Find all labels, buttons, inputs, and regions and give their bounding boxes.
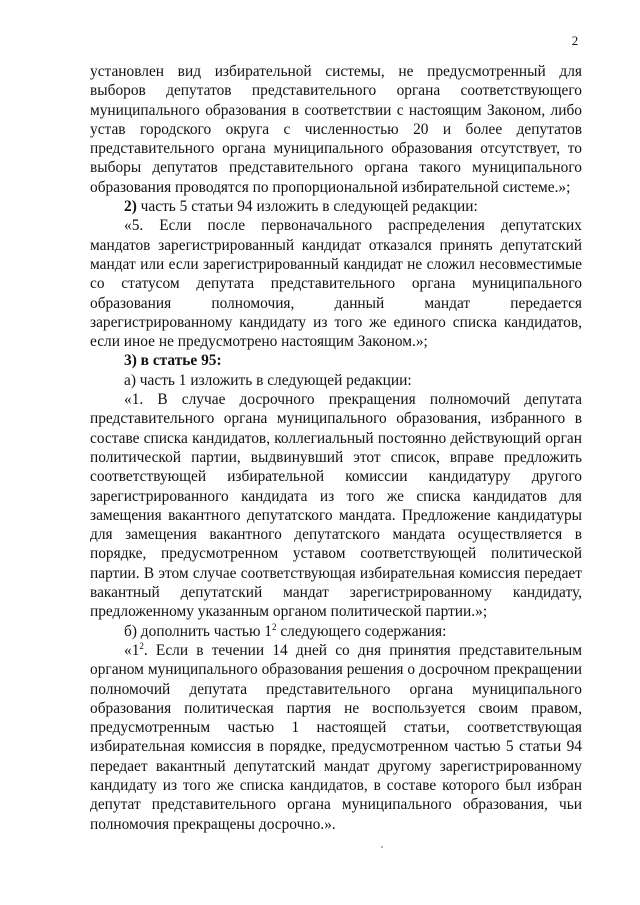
paragraph-quote-part-1: «1. В случае досрочного прекращения полномочий депутата представительного органа муниципального образования, избранного в составе списка кандидатов, коллегиальный постоянно действующий орган политической партии, выдвинувший этот список, вправе предложить соответствующей избирательной комиссии кандидатуру другого зарегистрированного кандидата из того же списка кандидатов для замещения вакантного депутатского мандата. Предложение кандидатуры для замещения вакантного депутатского мандата осуществляется в порядке, предусмотренном уставом соответствующей политической партии. В этом случае соответствующая избирательная комиссия передает вакантный депутатский мандат зарегистрированному кандидату, предложенному указанным органом политической партии.»; [90, 391, 582, 621]
document-body [90, 62, 582, 834]
item-number: 2) [124, 198, 137, 216]
paragraph-item-3: 3) в статье 95: [124, 352, 222, 370]
paragraph-quote-part-5: «5. Если после первоначального распределения депутатских мандатов зарегистрированный кандидат отказался принять депутатский мандат или если зарегистрированный кандидат не сложил несовместимые со статусом депутата представительного органа муниципального образования полномочия, данный мандат передается зарегистрированному кандидату из того же единого списка кандидатов, если иное не предусмотрено настоящим Законом.»; [90, 217, 582, 351]
paragraph-item-2 [90, 197, 582, 216]
scan-speck [381, 846, 383, 848]
item-text: часть 5 статьи 94 изложить в следующей редакции: [136, 198, 478, 216]
paragraph-subitem-a: а) часть 1 изложить в следующей редакции: [124, 371, 412, 389]
paragraph-continuation: установлен вид избирательной системы, не предусмотренный для выборов депутатов представительного органа соответствующего муниципального образования в соответствии с настоящим Законом, либо устав городского округа с численностью 20 и более депутатов представительного органа муниципального образования отсутствует, то выборы депутатов представительного органа такого муниципального образования проводятся по пропорциональной избирательной системе.»; [90, 63, 582, 196]
page-number: 2 [571, 33, 579, 48]
paragraph-subitem-b: б) дополнить частью $1^2$ следующего содержания: [124, 621, 447, 640]
paragraph-quote-part-1-2: «$1^2$. Если в течении 14 дней со дня принятия представительным органом муниципального образования решения о досрочном прекращении полномочий депутата представительного органа муниципального образования политическая партия не воспользуется своим правом, предусмотренным частью 1 настоящей статьи, соответствующая избирательная комиссия в порядке, предусмотренном частью 5 статьи 94 передает вакантный депутатский мандат другому зарегистрированному кандидату из того же списка кандидатов, в составе которого был избран депутат представительного органа муниципального образования, чьи полномочия прекращены досрочно.». [90, 640, 582, 833]
